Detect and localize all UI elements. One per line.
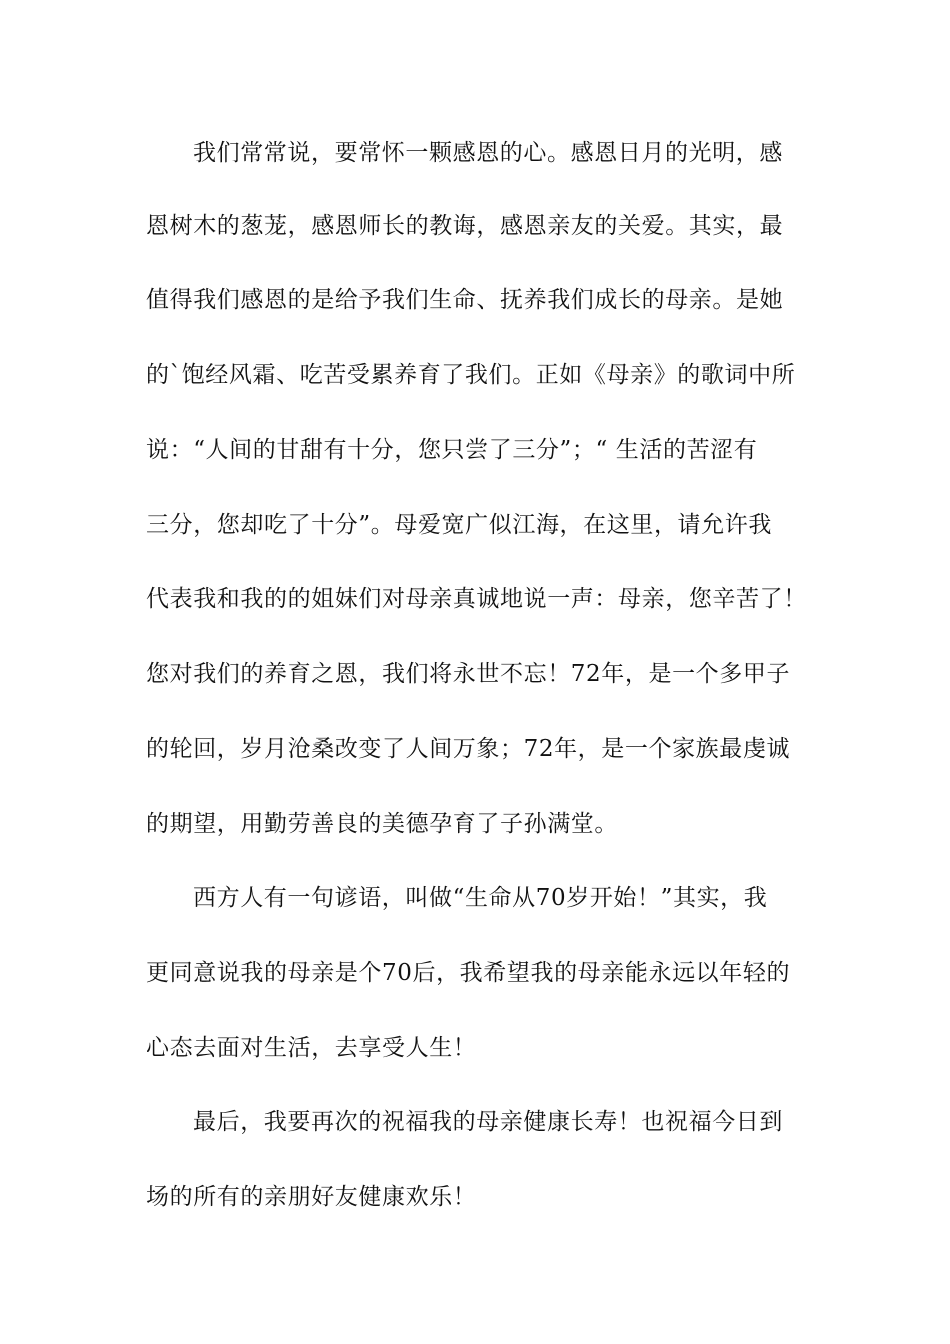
text-line: 说：“人间的甘甜有十分，您只尝了三分”；“ 生活的苦涩有 [146,437,758,463]
text-line: 的`饱经风霜、吃苦受累养育了我们。正如《母亲》的歌词中所 [146,362,796,388]
text-line: 最后，我要再次的祝福我的母亲健康长寿！也祝福今日到 [193,1109,783,1135]
text-line: 三分，您却吃了十分”。母爱宽广似江海，在这里，请允许我 [146,512,772,538]
text-line: 我们常常说，要常怀一颗感恩的心。感恩日月的光明，感 [193,140,783,166]
text-line: 恩树木的葱茏，感恩师长的教诲，感恩亲友的关爱。其实，最 [146,213,784,239]
text-line: 值得我们感恩的是给予我们生命、抚养我们成长的母亲。是她 [146,287,784,313]
text-line: 的期望，用勤劳善良的美德孕育了子孙满堂。 [146,811,618,837]
text-line: 代表我和我的的姐妹们对母亲真诚地说一声：母亲，您辛苦了！ [146,586,807,612]
text-line: 的轮回，岁月沧桑改变了人间万象；72年，是一个家族最虔诚 [146,736,791,762]
text-line: 西方人有一句谚语，叫做“生命从70岁开始！”其实，我 [193,885,768,911]
text-line: 您对我们的养育之恩，我们将永世不忘！72年，是一个多甲子 [146,661,791,687]
text-line: 心态去面对生活，去享受人生！ [146,1035,477,1061]
text-line: 场的所有的亲朋好友健康欢乐！ [146,1184,477,1210]
text-line: 更同意说我的母亲是个70后，我希望我的母亲能永远以年轻的 [146,960,791,986]
